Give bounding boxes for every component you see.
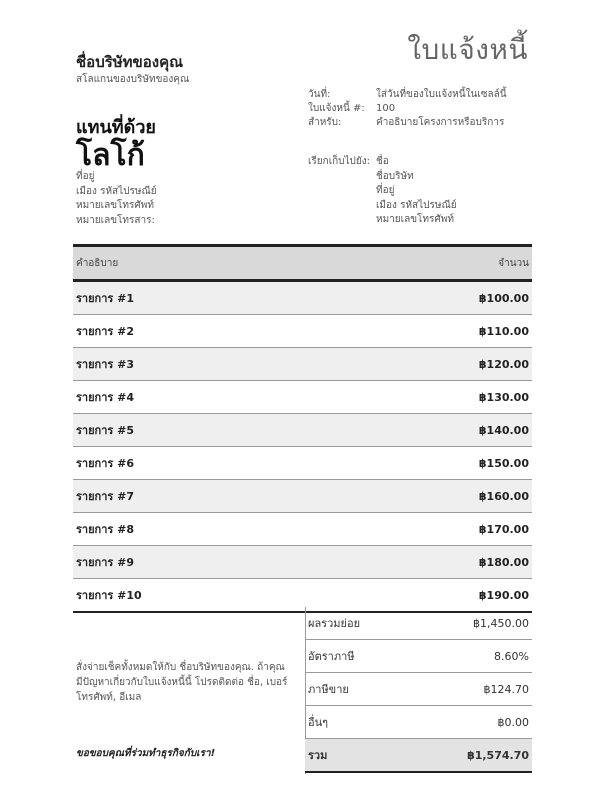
item-description[interactable]: รายการ #10 <box>73 579 330 613</box>
table-row[interactable] <box>73 546 532 579</box>
item-description[interactable]: รายการ #1 <box>73 281 330 315</box>
subtotal-value[interactable]: ฿1,450.00 <box>410 607 532 640</box>
tax-rate-label: อัตราภาษี <box>305 640 410 673</box>
logo-placeholder-line2: โลโก้ <box>76 138 145 173</box>
for-label: สำหรับ: <box>308 117 342 128</box>
subtotal-row <box>305 607 532 640</box>
item-description[interactable]: รายการ #3 <box>73 348 330 381</box>
item-amount[interactable]: ฿170.00 <box>330 513 532 546</box>
item-description[interactable]: รายการ #4 <box>73 381 330 414</box>
sales-tax-label: ภาษีขาย <box>305 673 410 706</box>
table-header-row <box>73 246 532 281</box>
item-amount[interactable]: ฿150.00 <box>330 447 532 480</box>
sales-tax-row <box>305 673 532 706</box>
item-amount[interactable]: ฿190.00 <box>330 579 532 613</box>
amount-header: จำนวน <box>330 246 532 281</box>
totals-table <box>305 607 532 773</box>
table-row[interactable] <box>73 414 532 447</box>
item-amount[interactable]: ฿100.00 <box>330 281 532 315</box>
address-line: หมายเลขโทรศัพท์ <box>76 200 154 211</box>
thank-you-message: ขอขอบคุณที่ร่วมทำธุรกิจกับเรา! <box>76 748 216 759</box>
bill-to-block <box>376 155 457 228</box>
item-description[interactable]: รายการ #5 <box>73 414 330 447</box>
item-amount[interactable]: ฿180.00 <box>330 546 532 579</box>
tax-rate-value[interactable]: 8.60% <box>410 640 532 673</box>
tax-rate-row <box>305 640 532 673</box>
table-row[interactable] <box>73 381 532 414</box>
date-value[interactable]: ใส่วันที่ของใบแจ้งหนี้ในเซลล์นี้ <box>376 89 507 100</box>
address-line: หมายเลขโทรสาร: <box>76 214 155 226</box>
payment-note: สั่งจ่ายเช็คทั้งหมดให้กับ ชื่อบริษัทของคุณ. ถ้าคุณมีปัญหาเกี่ยวกับใบแจ้งหนี้นี้ โปรดติดต่อ ชื่อ, เบอร์โทรศัพท์, อีเมล <box>76 662 288 703</box>
bill-to-line[interactable]: เมือง รหัสไปรษณีย์ <box>376 199 457 211</box>
description-header: คำอธิบาย <box>73 246 330 281</box>
meta-values <box>376 88 507 130</box>
table-row[interactable] <box>73 281 532 315</box>
item-amount[interactable]: ฿120.00 <box>330 348 532 381</box>
item-amount[interactable]: ฿130.00 <box>330 381 532 414</box>
total-row <box>305 739 532 773</box>
table-row[interactable] <box>73 348 532 381</box>
item-description[interactable]: รายการ #7 <box>73 480 330 513</box>
item-description[interactable]: รายการ #9 <box>73 546 330 579</box>
bill-to-line[interactable]: หมายเลขโทรศัพท์ <box>376 214 454 225</box>
total-label: รวม <box>305 739 410 773</box>
bill-to-label: เรียกเก็บไปยัง: <box>308 156 371 167</box>
invoice-number-label: ใบแจ้งหนี้ #: <box>308 103 365 114</box>
other-row <box>305 706 532 739</box>
subtotal-label: ผลรวมย่อย <box>305 607 410 640</box>
table-row[interactable] <box>73 480 532 513</box>
table-row[interactable] <box>73 315 532 348</box>
date-label: วันที่: <box>308 89 331 100</box>
invoice-title: ใบแจ้งหนี้ <box>407 33 528 66</box>
bill-to-line[interactable]: ชื่อ <box>376 156 389 167</box>
item-amount[interactable]: ฿110.00 <box>330 315 532 348</box>
address-line: ที่อยู่ <box>76 171 95 182</box>
logo-placeholder-line1: แทนที่ด้วย <box>76 117 156 138</box>
item-amount[interactable]: ฿160.00 <box>330 480 532 513</box>
bill-to-line[interactable]: ที่อยู่ <box>376 185 395 196</box>
other-value[interactable]: ฿0.00 <box>410 706 532 739</box>
table-row[interactable] <box>73 513 532 546</box>
company-slogan: สโลแกนของบริษัทของคุณ <box>76 74 190 85</box>
item-description[interactable]: รายการ #8 <box>73 513 330 546</box>
total-value[interactable]: ฿1,574.70 <box>410 739 532 773</box>
for-value[interactable]: คำอธิบายโครงการหรือบริการ <box>376 117 505 128</box>
item-description[interactable]: รายการ #2 <box>73 315 330 348</box>
sales-tax-value[interactable]: ฿124.70 <box>410 673 532 706</box>
bill-to-line[interactable]: ชื่อบริษัท <box>376 170 414 182</box>
items-table <box>73 244 532 613</box>
item-description[interactable]: รายการ #6 <box>73 447 330 480</box>
meta-labels <box>308 88 365 130</box>
company-address <box>76 170 157 228</box>
other-label: อื่นๆ <box>305 706 410 739</box>
address-line: เมือง รหัสไปรษณีย์ <box>76 185 157 197</box>
invoice-number-value[interactable]: 100 <box>376 103 396 114</box>
table-row[interactable] <box>73 447 532 480</box>
item-amount[interactable]: ฿140.00 <box>330 414 532 447</box>
company-name: ชื่อบริษัทของคุณ <box>76 53 184 71</box>
